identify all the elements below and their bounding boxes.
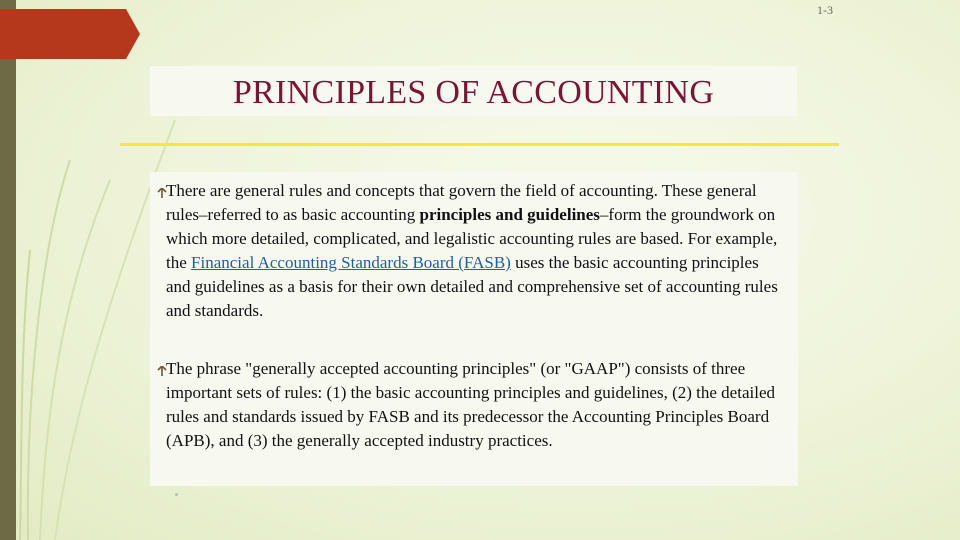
- slide-title: PRINCIPLES OF ACCOUNTING: [232, 74, 715, 111]
- bullet-1-text-end: uses the basic accounting principles and guidelines as a basis for their own detailed and comprehensive set of accounting rules and standards.: [166, 253, 778, 320]
- arrow-bullet-icon: [157, 188, 167, 198]
- arrow-bullet-icon: [157, 366, 167, 376]
- bullet-1-text: [166, 181, 778, 320]
- bullet-item-2: [166, 357, 782, 453]
- bullet-1-text-middle: –form the groundwork on which more detailed, complicated, and legalistic accounting rules are based. For example, the: [166, 205, 778, 272]
- bullet-1-text-start: There are general rules and concepts that govern the field of accounting. These general rules–referred to as basic accounting: [166, 181, 757, 224]
- slide-number: 1-3: [817, 3, 833, 17]
- content-box: [150, 172, 798, 486]
- title-box: [150, 66, 797, 116]
- bullet-1-bold-text: principles and guidelines: [419, 205, 600, 224]
- fasb-link[interactable]: Financial Accounting Standards Board (FASB): [191, 253, 511, 272]
- title-underline: [120, 143, 839, 146]
- bullet-item-1: [166, 179, 782, 323]
- stray-dot: [175, 493, 178, 496]
- bullet-2-text: The phrase "generally accepted accounting principles" (or "GAAP") consists of three important sets of rules: (1) the basic accounting principles and guidelines, (2) the detailed rules and standards issued by FASB and its predecessor the Accounting Principles Board (APB), and (3) the generally accepted industry practices.: [166, 359, 775, 450]
